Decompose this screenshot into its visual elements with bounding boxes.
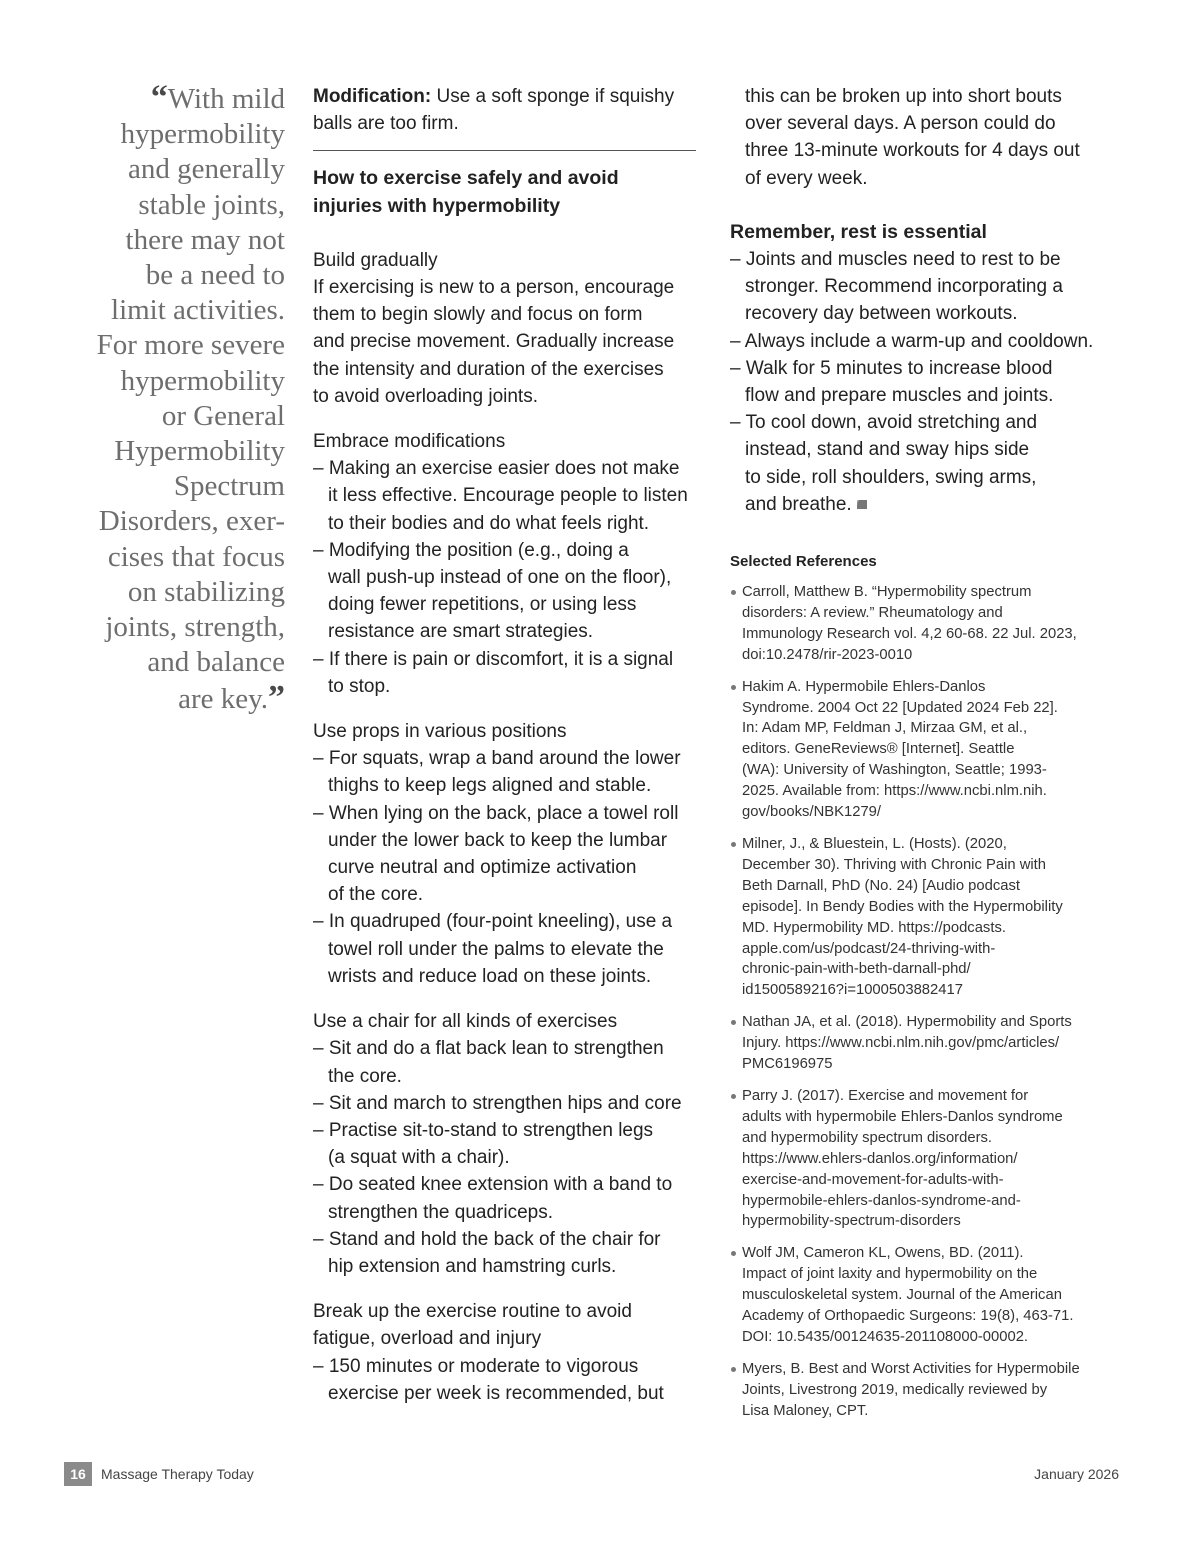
item-line: the core. [328, 1065, 402, 1087]
pull-quote-line: Spectrum [173, 470, 285, 503]
article-heading [313, 165, 703, 219]
ref-line: id1500589216?i=1000503882417 [742, 982, 963, 999]
list-item [313, 800, 703, 909]
ref-line: chronic-pain-with-beth-darnall-phd/ [742, 961, 971, 978]
item-line: – Sit and march to strengthen hips and core [313, 1092, 682, 1114]
list-item [730, 409, 1125, 518]
list-item [313, 1035, 703, 1089]
item-line: wrists and reduce load on these joints. [328, 965, 652, 987]
item-line: curve neutral and optimize activation [328, 857, 637, 879]
ref-line: adults with hypermobile Ehlers-Danlos syndrome [742, 1108, 1063, 1125]
ref-line: editors. GeneReviews® [Internet]. Seattle [742, 741, 1015, 758]
section-embrace-modifications [313, 428, 703, 700]
list-item [313, 745, 703, 799]
pull-quote-line: With mild [167, 83, 285, 115]
list-item [313, 1171, 703, 1225]
ref-line: Milner, J., & Bluestein, L. (Hosts). (2020, [742, 836, 1007, 853]
ref-line: Syndrome. 2004 Oct 22 [Updated 2024 Feb 22]. [742, 699, 1058, 716]
ref-line: Nathan JA, et al. (2018). Hypermobility and Sports [742, 1014, 1072, 1031]
section-break-up-routine [313, 1298, 703, 1407]
right-column [730, 83, 1125, 1433]
item-line: – In quadruped (four-point kneeling), use a [313, 911, 673, 933]
publication-name: Massage Therapy Today [101, 1466, 254, 1482]
item-line: instead, stand and sway hips side [745, 439, 1030, 461]
list-item [313, 908, 703, 990]
item-line: – To cool down, avoid stretching and [730, 412, 1038, 434]
ref-line: Injury. https://www.ncbi.nlm.nih.gov/pmc/articles/ [742, 1035, 1060, 1052]
list-item [313, 537, 703, 646]
item-line: to their bodies and do what feels right. [328, 512, 650, 534]
ref-line: In: Adam MP, Feldman J, Mirzaa GM, et al., [742, 720, 1028, 737]
ref-line: Hakim A. Hypermobile Ehlers-Danlos [742, 678, 986, 695]
pull-quote-line: For more severe [96, 329, 285, 362]
continuation-paragraph [730, 83, 1125, 192]
pull-quote-line: stable joints, [138, 188, 285, 221]
ref-line: Impact of joint laxity and hypermobility on the [742, 1266, 1038, 1283]
pull-quote-line: joints, strength, [105, 611, 285, 644]
item-line: – Joints and muscles need to rest to be [730, 249, 1061, 271]
section-heading: Use a chair for all kinds of exercises [313, 1011, 618, 1033]
item-line: wall push-up instead of one on the floor), [328, 567, 672, 589]
ref-line: exercise-and-movement-for-adults-with- [742, 1171, 1004, 1188]
section-heading: Embrace modifications [313, 431, 506, 453]
ref-line: December 30). Thriving with Chronic Pain with [742, 856, 1047, 873]
item-line: – Always include a warm-up and cooldown. [730, 330, 1094, 352]
item-line: flow and prepare muscles and joints. [745, 385, 1054, 407]
close-quote-mark: ” [268, 679, 285, 717]
pull-quote-line: Hypermobility [114, 435, 285, 468]
ref-line: episode]. In Bendy Bodies with the Hypermobility [742, 898, 1063, 915]
article-heading-line: injuries with hypermobility [313, 194, 561, 217]
item-line: – Do seated knee extension with a band to [313, 1174, 673, 1196]
item-line: to stop. [328, 675, 391, 697]
section-divider [313, 150, 696, 151]
item-line: thighs to keep legs aligned and stable. [328, 775, 652, 797]
section-build-gradually [313, 247, 703, 410]
item-line: stronger. Recommend incorporating a [745, 276, 1063, 298]
pull-quote-line: there may not [125, 223, 285, 256]
paragraph-line: of every week. [745, 167, 868, 189]
references-title: Selected References [730, 553, 877, 571]
item-line: of the core. [328, 884, 424, 906]
item-line: under the lower back to keep the lumbar [328, 829, 668, 851]
pull-quote-line: and generally [127, 153, 285, 186]
item-line: strengthen the quadriceps. [328, 1201, 553, 1223]
item-line: – Sit and do a flat back lean to strengthen [313, 1038, 664, 1060]
item-line: – For squats, wrap a band around the lower [313, 748, 681, 770]
ref-line: doi:10.2478/rir-2023-0010 [742, 646, 913, 663]
ref-line: Parry J. (2017). Exercise and movement for [742, 1087, 1029, 1104]
pull-quote-line: and balance [147, 646, 285, 679]
ref-line: disorders: A review.” Rheumatology and [742, 604, 1003, 621]
modification-note [313, 83, 703, 137]
page-number: 16 [64, 1462, 92, 1486]
ref-line: Lisa Maloney, CPT. [742, 1402, 869, 1419]
item-line: – If there is pain or discomfort, it is a signal [313, 648, 674, 670]
pull-quote [95, 80, 285, 718]
reference-item [730, 582, 1125, 666]
section-use-props [313, 718, 703, 990]
item-line: – Stand and hold the back of the chair for [313, 1228, 661, 1250]
ref-line: 2025. Available from: https://www.ncbi.nlm.nih. [742, 783, 1047, 800]
ref-line: gov/books/NBK1279/ [742, 804, 882, 821]
ref-line: Carroll, Matthew B. “Hypermobility spectrum [742, 584, 1032, 601]
item-line: it less effective. Encourage people to listen [328, 485, 688, 507]
pull-quote-line: are key. [178, 683, 268, 716]
paragraph-line: and precise movement. Gradually increase [313, 331, 675, 353]
list-item [730, 328, 1125, 355]
open-quote-mark: “ [150, 79, 168, 116]
item-line: (a squat with a chair). [328, 1147, 510, 1169]
ref-line: musculoskeletal system. Journal of the American [742, 1287, 1062, 1304]
paragraph-line: to avoid overloading joints. [313, 385, 538, 407]
ref-line: Myers, B. Best and Worst Activities for Hypermobile [742, 1360, 1080, 1377]
item-line: – Walk for 5 minutes to increase blood [730, 357, 1053, 379]
item-line: – Modifying the position (e.g., doing a [313, 539, 629, 561]
paragraph-line: the intensity and duration of the exercises [313, 358, 664, 380]
ref-line: DOI: 10.5435/00124635-201108000-00002. [742, 1328, 1029, 1345]
ref-line: MD. Hypermobility MD. https://podcasts. [742, 919, 1006, 936]
paragraph-line: If exercising is new to a person, encourage [313, 277, 675, 299]
modification-text: Use a soft sponge if squishy balls are too firm. [313, 86, 675, 135]
item-line: exercise per week is recommended, but [328, 1382, 664, 1404]
middle-column [313, 83, 703, 1407]
pull-quote-line: or General [161, 399, 285, 432]
reference-item [730, 1243, 1125, 1348]
paragraph-line: this can be broken up into short bouts [745, 86, 1062, 107]
ref-line: Wolf JM, Cameron KL, Owens, BD. (2011). [742, 1245, 1024, 1262]
item-line: towel roll under the palms to elevate the [328, 938, 664, 960]
item-line: – When lying on the back, place a towel roll [313, 802, 679, 824]
ref-line: apple.com/us/podcast/24-thriving-with- [742, 940, 996, 957]
list-item [730, 246, 1125, 328]
list-item [730, 355, 1125, 409]
pull-quote-line: on stabilizing [127, 575, 285, 608]
reference-item [730, 834, 1125, 1001]
modification-label: Modification: [313, 86, 432, 107]
item-line: to side, roll shoulders, swing arms, [745, 466, 1037, 488]
pull-quote-line: Disorders, exer- [98, 505, 285, 538]
section-heading: Build gradually [313, 249, 438, 271]
item-line: resistance are smart strategies. [328, 621, 594, 643]
section-paragraph [313, 274, 703, 410]
heading-line: fatigue, overload and injury [313, 1328, 542, 1350]
ref-line: and hypermobility spectrum disorders. [742, 1129, 993, 1146]
ref-line: (WA): University of Washington, Seattle; 1993- [742, 762, 1047, 779]
ref-line: Beth Darnall, PhD (No. 24) [Audio podcast [742, 877, 1020, 894]
item-line: – Practise sit-to-stand to strengthen legs [313, 1119, 654, 1141]
reference-item [730, 1012, 1125, 1075]
ref-line: Joints, Livestrong 2019, medically reviewed by [742, 1381, 1048, 1398]
pull-quote-line: hypermobility [120, 364, 285, 397]
list-item [313, 455, 703, 537]
item-line: doing fewer repetitions, or using less [328, 594, 637, 616]
item-line: – 150 minutes or moderate to vigorous [313, 1355, 639, 1377]
ref-line: Immunology Research vol. 4,2 60-68. 22 Jul. 2023, [742, 625, 1077, 642]
item-line: – Making an exercise easier does not make [313, 458, 680, 480]
section-heading: Use props in various positions [313, 721, 567, 743]
list-item [313, 1226, 703, 1280]
list-item [313, 1090, 703, 1117]
ref-line: https://www.ehlers-danlos.org/information/ [742, 1150, 1018, 1167]
pull-quote-line: limit activities. [111, 294, 285, 327]
list-item [313, 1353, 703, 1407]
issue-date: January 2026 [1034, 1466, 1119, 1482]
list-item [313, 1117, 703, 1171]
paragraph-line: them to begin slowly and focus on form [313, 304, 643, 326]
item-line: recovery day between workouts. [745, 303, 1018, 325]
ref-line: PMC6196975 [742, 1056, 833, 1073]
ref-line: hypermobile-ehlers-danlos-syndrome-and- [742, 1192, 1021, 1209]
reference-item [730, 1359, 1125, 1422]
end-mark-icon: MT [857, 500, 867, 509]
paragraph-line: over several days. A person could do [745, 113, 1056, 135]
item-line: hip extension and hamstring curls. [328, 1255, 617, 1277]
heading-line: Break up the exercise routine to avoid [313, 1301, 632, 1323]
rest-heading: Remember, rest is essential [730, 220, 987, 243]
reference-item [730, 1086, 1125, 1232]
pull-quote-line: hypermobility [120, 118, 285, 151]
ref-line: Academy of Orthopaedic Surgeons: 19(8), 463-71. [742, 1308, 1074, 1325]
section-use-chair [313, 1008, 703, 1280]
pull-quote-line: cises that focus [107, 540, 285, 573]
section-heading [313, 1298, 703, 1352]
paragraph-line: three 13-minute workouts for 4 days out [745, 140, 1080, 162]
item-line: and breathe. [745, 493, 852, 515]
reference-item [730, 677, 1125, 823]
ref-line: hypermobility-spectrum-disorders [742, 1213, 961, 1230]
article-heading-line: How to exercise safely and avoid [313, 167, 619, 190]
list-item [313, 646, 703, 700]
pull-quote-line: be a need to [145, 259, 285, 292]
